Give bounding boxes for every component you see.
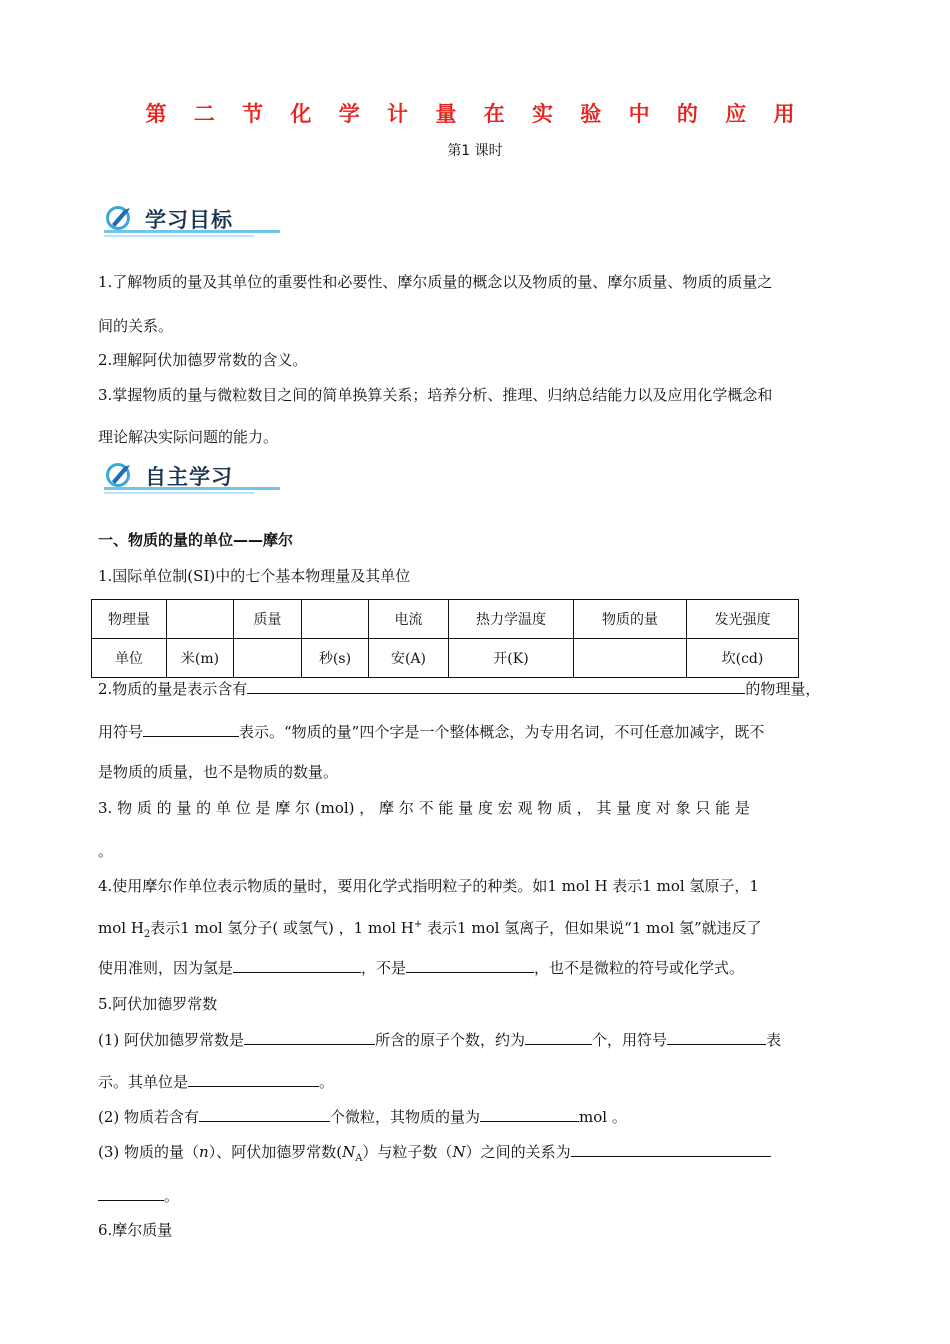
page-title: 第 二 节 化 学 计 量 在 实 验 中 的 应 用 <box>145 102 805 126</box>
item-4-line-3 <box>98 958 854 978</box>
text: 表示1 mol 氢分子( 或氢气) ，1 mol H <box>150 919 414 937</box>
fill-blank <box>199 1107 330 1122</box>
goal-1-line-1: 1.了解物质的量及其单位的重要性和必要性、摩尔质量的概念以及物质的量、摩尔质量、物质的质量之 <box>98 273 773 291</box>
text: 2.物质的量是表示含有 <box>98 680 248 698</box>
fill-blank <box>244 1030 375 1045</box>
symbol-n: n <box>199 1143 209 1161</box>
item-3-line-1: 3. 物 质 的 量 的 单 位 是 摩 尔 (mol) ， 摩 尔 不 能 量 度 宏 观 物 质 ， 其 量 度 对 象 只 能 是 <box>98 799 750 817</box>
item-5-1-line-2 <box>98 1072 854 1092</box>
goal-3-line-1: 3.掌握物质的量与微粒数目之间的简单换算关系；培养分析、推理、归纳总结能力以及应用化学概念和 <box>98 386 773 404</box>
table-cell: 单位 <box>92 639 167 678</box>
item-1: 1.国际单位制(SI)中的七个基本物理量及其单位 <box>98 567 411 585</box>
fill-blank <box>188 1072 319 1087</box>
superscript: + <box>413 919 423 930</box>
item-5-3-line-2 <box>98 1186 854 1206</box>
text: 所含的原子个数，约为 <box>375 1031 526 1049</box>
text: 个微粒，其物质的量为 <box>330 1108 481 1126</box>
table-cell: 电流 <box>369 600 449 639</box>
item-6: 6.摩尔质量 <box>98 1221 173 1239</box>
table-cell: 坎(cd) <box>687 639 799 678</box>
text: ，不是 <box>361 959 407 977</box>
text: ）之间的关系为 <box>465 1143 571 1161</box>
text: ）与粒子数（ <box>362 1143 453 1161</box>
fill-blank <box>406 958 534 973</box>
goal-3-line-2: 理论解决实际问题的能力。 <box>98 428 279 446</box>
text: 个，用符号 <box>592 1031 668 1049</box>
subscript: 2 <box>143 929 151 940</box>
item-5-2 <box>98 1107 854 1127</box>
text: (1) 阿伏加德罗常数是 <box>98 1031 245 1049</box>
goals-banner-label: 学习目标 <box>145 208 233 232</box>
table-cell: 秒(s) <box>302 639 369 678</box>
text: 示。其单位是 <box>98 1073 189 1091</box>
page-subtitle: 第1 课时 <box>447 143 503 159</box>
goal-1-line-2: 间的关系。 <box>98 317 174 335</box>
text: 。 <box>319 1073 335 1091</box>
self-study-banner-label: 自主学习 <box>145 465 233 489</box>
symbol-na: N <box>342 1143 356 1161</box>
table-cell: 发光强度 <box>687 600 799 639</box>
text: 。 <box>164 1187 180 1205</box>
subscript: A <box>355 1153 363 1164</box>
table-row <box>92 600 799 639</box>
table-cell: 安(A) <box>369 639 449 678</box>
item-2-line-3: 是物质的质量，也不是物质的数量。 <box>98 763 339 781</box>
table-cell <box>574 639 687 678</box>
item-5-1-line-1 <box>98 1030 854 1050</box>
table-cell <box>234 639 302 678</box>
table-cell: 热力学温度 <box>449 600 574 639</box>
text: mol 。 <box>579 1108 627 1126</box>
text: ）、阿伏加德罗常数( <box>208 1143 343 1161</box>
item-3-line-2: 。 <box>98 842 114 860</box>
item-5-heading: 5.阿伏加德罗常数 <box>98 995 218 1013</box>
item-2-line-2 <box>98 722 854 742</box>
item-2-line-1 <box>98 679 854 699</box>
item-5-3-line-1 <box>98 1142 854 1169</box>
section-1-heading: 一、物质的量的单位——摩尔 <box>98 531 294 549</box>
text: 使用准则，因为氢是 <box>98 959 234 977</box>
si-units-table <box>91 599 799 678</box>
item-4-line-1: 4.使用摩尔作单位表示物质的量时，要用化学式指明粒子的种类。如1 mol H 表示1 mol 氢原子，1 <box>98 877 759 895</box>
text: 的物理量， <box>745 680 821 698</box>
fill-blank <box>571 1142 771 1157</box>
text: 表示1 mol 氢离子，但如果说“1 mol 氢”就违反了 <box>422 919 762 937</box>
table-cell: 物质的量 <box>574 600 687 639</box>
text: ，也不是微粒的符号或化学式。 <box>534 959 745 977</box>
fill-blank <box>480 1107 579 1122</box>
table-cell: 开(K) <box>449 639 574 678</box>
fill-blank <box>667 1030 766 1045</box>
text: (2) 物质若含有 <box>98 1108 200 1126</box>
fill-blank <box>98 1186 164 1201</box>
text: 表示。“物质的量”四个字是一个整体概念，为专用名词，不可任意加减字，既不 <box>239 723 765 741</box>
fill-blank <box>233 958 361 973</box>
goals-banner <box>98 200 282 240</box>
fill-blank <box>525 1030 592 1045</box>
symbol-N: N <box>452 1143 466 1161</box>
table-cell <box>167 600 234 639</box>
table-cell: 米(m) <box>167 639 234 678</box>
goal-2: 2.理解阿伏加德罗常数的含义。 <box>98 351 308 369</box>
self-study-banner <box>98 457 282 497</box>
fill-blank <box>247 679 745 694</box>
text: 用符号 <box>98 723 144 741</box>
table-cell: 质量 <box>234 600 302 639</box>
table-row <box>92 639 799 678</box>
text: (3) 物质的量（ <box>98 1143 200 1161</box>
text: mol H <box>98 919 144 937</box>
fill-blank <box>143 722 239 737</box>
table-cell <box>302 600 369 639</box>
table-cell: 物理量 <box>92 600 167 639</box>
item-4-line-2 <box>98 915 854 945</box>
text: 表 <box>766 1031 782 1049</box>
